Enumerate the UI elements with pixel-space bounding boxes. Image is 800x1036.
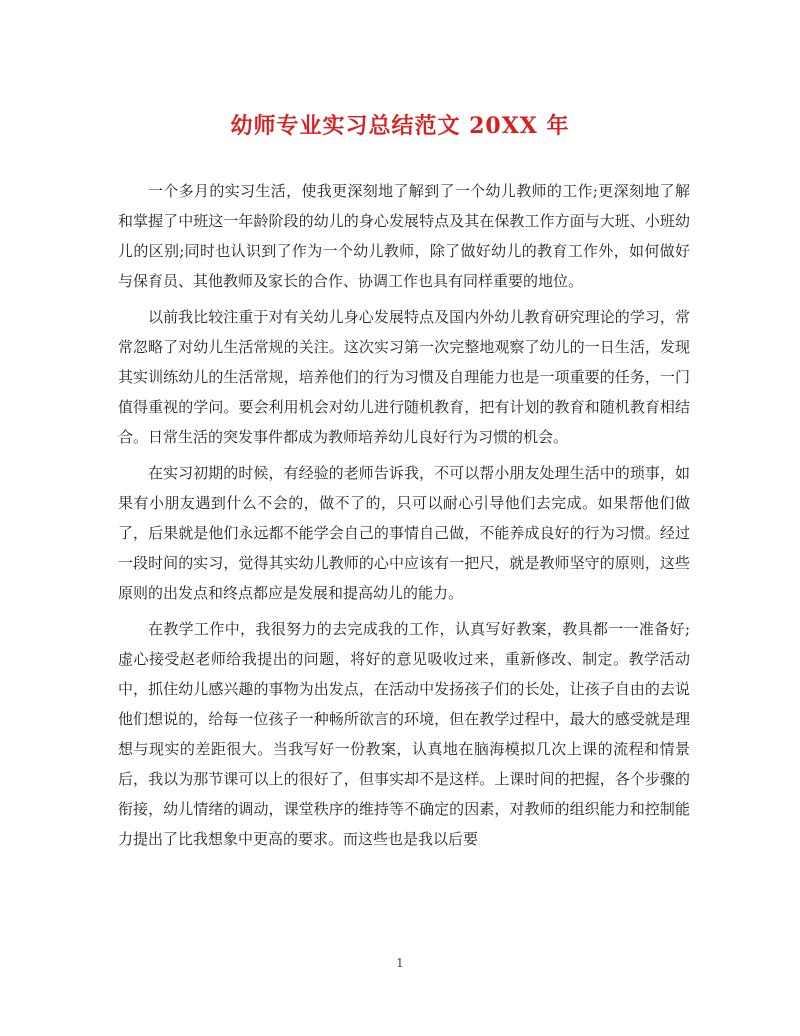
body-paragraph-3: 在实习初期的时候，有经验的老师告诉我，不可以帮小朋友处理生活中的琐事，如果有小朋友遇到什么不会的，做不了的，只可以耐心引导他们去完成。如果帮他们做了，后果就是他们永远都不能学会自己的事情自己做，不能养成良好的行为习惯。经过一段时间的实习，觉得其实幼儿教师的心中应该有一把尺，就是教师坚守的原则，这些原则的出发点和终点都应是发展和提高幼儿的能力。 [118, 464, 690, 602]
document-title: 幼师专业实习总结范文 20XX 年 [230, 113, 570, 139]
body-paragraph-2: 以前我比较注重于对有关幼儿身心发展特点及国内外幼儿教育研究理论的学习，常常忽略了对幼儿生活常规的关注。这次实习第一次完整地观察了幼儿的一日生活，发现其实训练幼儿的生活常规，培养他们的行为习惯及自理能力也是一项重要的任务，一门值得重视的学问。要会利用机会对幼儿进行随机教育，把有计划的教育和随机教育相结合。日常生活的突发事件都成为教师培养幼儿良好行为习惯的机会。 [118, 308, 690, 446]
body-paragraph-1: 一个多月的实习生活，使我更深刻地了解到了一个幼儿教师的工作;更深刻地了解和掌握了中班这一年龄阶段的幼儿的身心发展特点及其在保教工作方面与大班、小班幼儿的区别;同时也认识到了作为一个幼儿教师，除了做好幼儿的教育工作外，如何做好与保育员、其他教师及家长的合作、协调工作也具有同样重要的地位。 [118, 182, 690, 290]
body-paragraph-4: 在教学工作中，我很努力的去完成我的工作，认真写好教案，教具都一一准备好;虚心接受赵老师给我提出的问题，将好的意见吸收过来，重新修改、制定。教学活动中，抓住幼儿感兴趣的事物为出发点，在活动中发扬孩子们的长处，让孩子自由的去说他们想说的，给每一位孩子一种畅所欲言的环境，但在教学过程中，最大的感受就是理想与现实的差距很大。当我写好一份教案，认真地在脑海模拟几次上课的流程和情景后，我以为那节课可以上的很好了，但事实却不是这样。上课时间的把握，各个步骤的衔接，幼儿情绪的调动，课堂秩序的维持等不确定的因素，对教师的组织能力和控制能力提出了比我想象中更高的要求。而这些也是我以后要 [118, 620, 690, 848]
page-number: 1 [396, 956, 404, 970]
document-body [118, 176, 690, 854]
